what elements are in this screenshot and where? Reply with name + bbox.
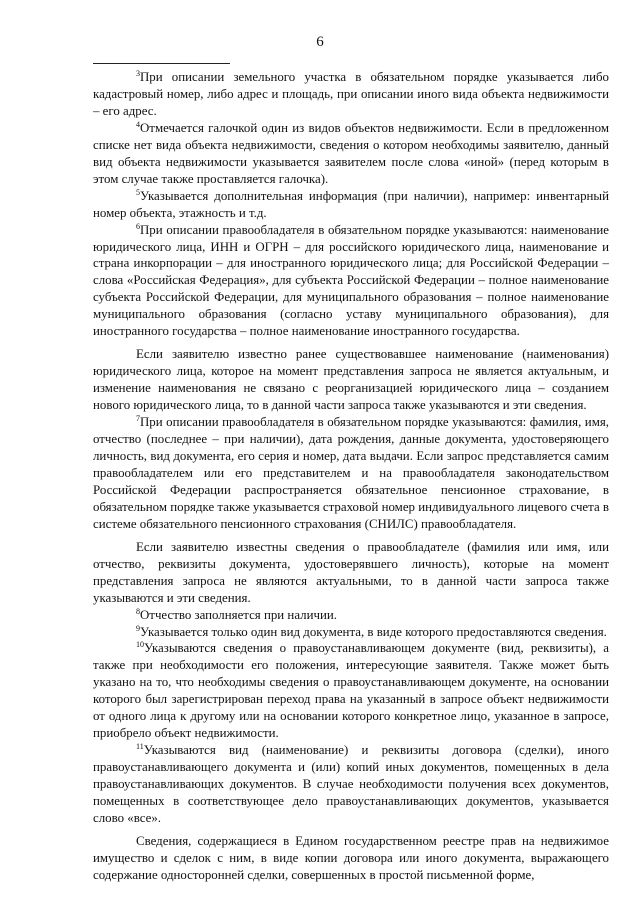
footnote-text: При описании правообладателя в обязательном порядке указываются: наименование юридического лица, ИНН и ОГРН – для российского юридического лица, наименование и страна инкорпорации – для иностранного юридического лица; для Российской Федерации – слова «Российская Федерация», для субъекта Российской Федерации – полное наименование субъекта Российской Федерации, для муниципального образования – полное наименование муниципального образования (согласно уставу муниципального образования), для иностранного государства – полное наименование иностранного государства. [93, 222, 609, 339]
footnotes-body [93, 69, 609, 884]
page-number: 6 [316, 34, 324, 50]
footnote-marker: 11 [136, 742, 144, 752]
footnote-3 [93, 69, 609, 120]
footnote-5 [93, 188, 609, 222]
footnote-marker: 7 [136, 414, 140, 424]
footnote-text: При описании правообладателя в обязательном порядке указываются: фамилия, имя, отчество (последнее – при наличии), дата рождения, данные документа, удостоверяющего личность, вид документа, его серия и номер, дата выдачи. Если запрос представляется самим правообладателем или его представителем и на правообладателя законодательством Российской Федерации распространяется обязательное пенсионное страхование, в обязательном порядке также указывается страховой номер индивидуального лицевого счета в системе обязательного пенсионного страхования (СНИЛС) правообладателя. [93, 415, 609, 531]
footnote-7 [93, 414, 609, 533]
footnote-text: Если заявителю известно ранее существовавшее наименование (наименования) юридического лица, которое на момент представления запроса не является актуальным, и изменение наименования не связано с реорганизацией юридического лица – созданием нового юридического лица, то в данной части запроса также указываются и эти сведения. [93, 347, 609, 413]
footnote-marker: 9 [136, 623, 140, 633]
footnote-9 [93, 624, 609, 641]
footnote-11 [93, 742, 609, 827]
footnote-text: Указываются сведения о правоустанавливающем документе (вид, реквизиты), а также при необходимости его положения, интересующие заявителя. Также может быть указано на то, что необходимы сведения о правоустанавливающем документе, на основании которого был зарегистрирован переход права на указанный в запросе объект недвижимости от одного лица к другому или на основании которого конкретное лицо, указанное в запросе, приобрело объект недвижимости. [93, 641, 609, 741]
footnote-text: Указывается дополнительная информация (при наличии), например: инвентарный номер объекта, этажность и т.д. [93, 188, 609, 220]
footnote-7-continuation [93, 539, 609, 607]
footnote-marker: 6 [136, 221, 140, 231]
footnote-separator [93, 63, 230, 64]
footnote-text: Сведения, содержащиеся в Едином государственном реестре прав на недвижимое имущество и сделок с ним, в виде копии договора или иного документа, выражающего содержание односторонней сделки, совершенных в простой письменной форме, [93, 833, 609, 882]
footnote-marker: 8 [136, 606, 140, 616]
footnote-marker: 3 [136, 69, 140, 78]
footnote-text: Отмечается галочкой один из видов объектов недвижимости. Если в предложенном списке нет вида объекта недвижимости, сведения о котором необходимы заявителю, данный вид объекта недвижимости указывается заявителем после слова «иной» (перед которым в этом случае также проставляется галочка). [93, 120, 609, 186]
footnote-text: Указываются вид (наименование) и реквизиты договора (сделки), иного правоустанавливающего документа и (или) копий иных документов, помещенных в дела правоустанавливающих документов. В случае необходимости получения всех документов, помещенных в соответствующее дело правоустанавливающих документов, указывается слово «все». [93, 743, 609, 825]
footnote-marker: 10 [136, 640, 144, 650]
footnote-8 [93, 607, 609, 624]
footnote-10 [93, 640, 609, 742]
footnote-marker: 4 [136, 119, 140, 129]
footnote-11-continuation [93, 833, 609, 884]
footnote-6 [93, 222, 609, 341]
footnote-marker: 5 [136, 187, 140, 197]
footnote-text: Отчество заполняется при наличии. [140, 607, 337, 622]
footnote-text: При описании земельного участка в обязательном порядке указывается либо кадастровый номер, либо адрес и площадь, при описании иного вида объекта недвижимости – его адрес. [93, 70, 609, 118]
footnote-4 [93, 120, 609, 188]
footnote-text: Если заявителю известны сведения о правообладателе (фамилия или имя, или отчество, реквизиты документа, удостоверявшего личность), которые на момент представления запроса не являются актуальными, то в данной части запроса также указываются и эти сведения. [93, 539, 609, 605]
footnote-text: Указывается только один вид документа, в виде которого предоставляются сведения. [140, 624, 607, 639]
footnote-6-continuation [93, 346, 609, 414]
